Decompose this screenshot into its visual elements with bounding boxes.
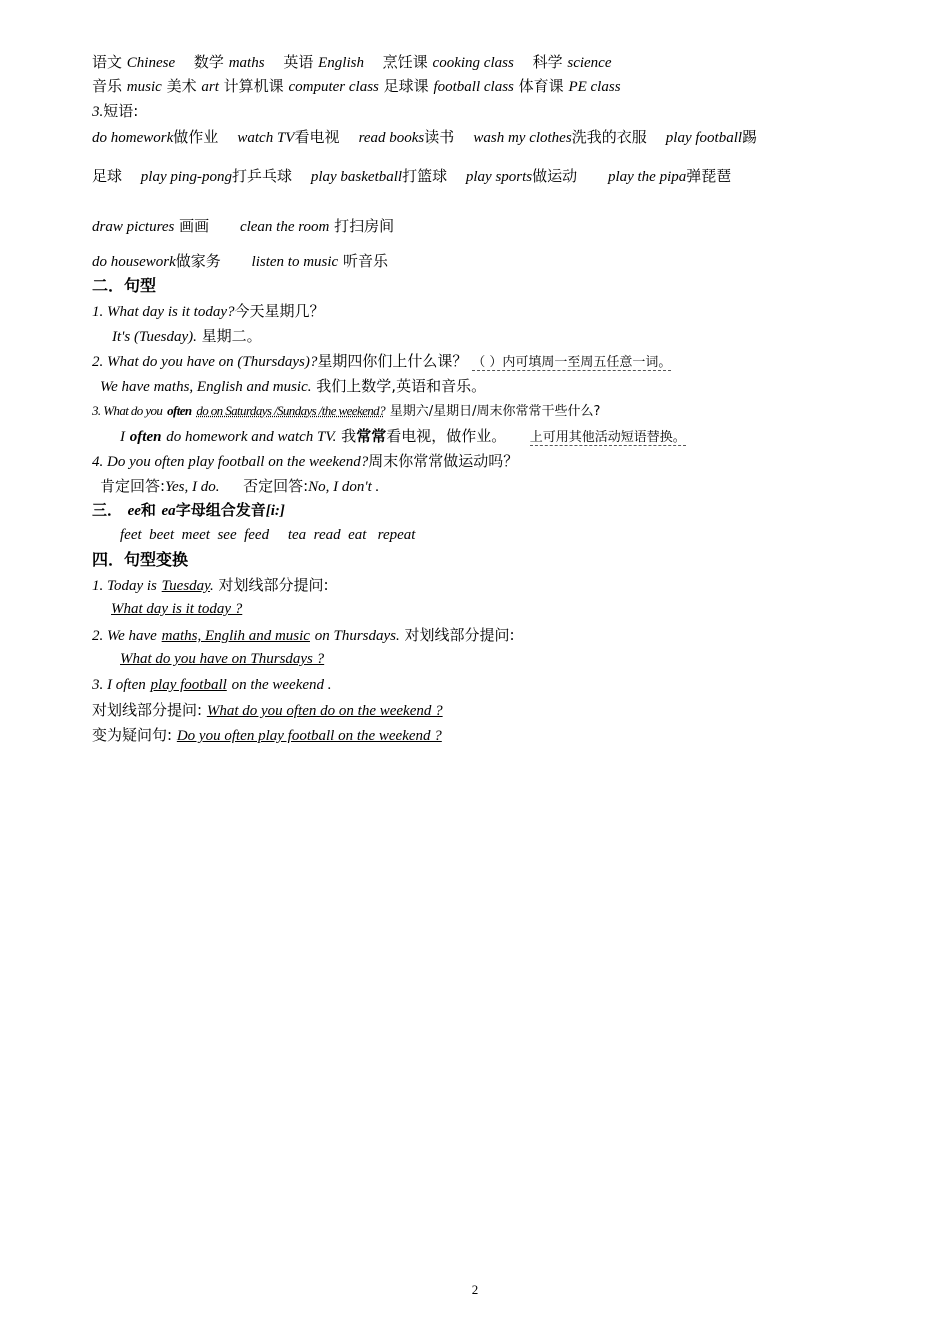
sentence-zh: 我们上数学,英语和音乐。 (316, 377, 487, 395)
positive-label: 肯定回答: (100, 477, 166, 495)
sentence-en: 1. What day is it today? (92, 304, 235, 320)
subject-en: PE class (568, 79, 621, 95)
often-word-zh: 常常 (356, 427, 387, 445)
often-word: often (129, 429, 162, 445)
section-number: 三． (92, 501, 123, 519)
subject-en: Chinese (126, 55, 176, 71)
sentence-en: 2. What do you have on (Thursdays)? (92, 354, 318, 370)
sentence-en: 4. Do you often play football on the weekend? (92, 454, 369, 470)
subjects-line-2 (92, 76, 621, 97)
sentence-3-question (92, 400, 600, 422)
sentence-4-answers (100, 476, 379, 497)
subject-en: cooking class (432, 55, 514, 71)
phrase-en: play ping-pong (140, 169, 233, 185)
sentence-1-answer (112, 326, 262, 347)
phrase-zh: 听音乐 (343, 252, 389, 270)
phrases-title: 短语: (103, 102, 139, 120)
phrases-heading (92, 101, 138, 122)
phrase-en: read books (358, 130, 425, 146)
sentence-en: do on Saturdays /Sundays /the weekend? (196, 403, 385, 418)
phrase-zh: 做作业 (173, 128, 219, 146)
subjects-line-1 (92, 52, 612, 73)
phrase-en: listen to music (251, 254, 339, 270)
instruction-zh: 变为疑问句: (92, 726, 173, 744)
sentence-en: 2. We have (92, 628, 157, 644)
sentence-en: We have maths, English and music. (100, 379, 312, 395)
sentence-zh: 我 (341, 427, 357, 445)
phrase-zh: 打篮球 (402, 167, 448, 185)
phrase-en: draw pictures (92, 219, 175, 235)
letters-ee: ee (127, 503, 141, 519)
subject-en: football class (433, 79, 514, 95)
transform-3-question-2 (92, 725, 442, 746)
sentence-en: It's (Tuesday). (112, 329, 197, 345)
phrase-en: clean the room (239, 219, 330, 235)
subject-zh: 计算机课 (223, 77, 284, 95)
transform-1 (92, 575, 329, 596)
phrases-row-3 (92, 216, 394, 237)
sentence-en: 1. Today is (92, 578, 157, 594)
note-text: （ ）内可填周一至周五任意一词。 (472, 355, 672, 370)
phrase-zh: 打乒乓球 (232, 167, 293, 185)
section-4-title: 四．句型变换 (92, 550, 189, 569)
sentence-en: on the weekend . (231, 677, 332, 693)
sentence-en: . (210, 578, 214, 594)
sentence-zh: 星期二。 (201, 327, 262, 345)
subject-zh: 体育课 (518, 77, 564, 95)
sentence-en: 3. I often (92, 677, 146, 693)
subject-zh: 音乐 (92, 77, 123, 95)
subject-en: science (567, 55, 612, 71)
subject-zh: 数学 (193, 53, 224, 71)
note-text: 上可用其他活动短语替换。 (529, 430, 686, 445)
subject-zh: 英语 (283, 53, 314, 71)
phrase-en: wash my clothes (473, 130, 572, 146)
letters-ea: ea (161, 503, 176, 519)
subject-zh: 科学 (532, 53, 563, 71)
positive-answer: Yes, I do. (165, 479, 220, 495)
phrase-zh: 做家务 (175, 252, 221, 270)
sentence-zh: 看电视，做作业。 (386, 427, 507, 445)
subject-zh: 语文 (92, 53, 123, 71)
sentence-2-answer (100, 376, 486, 397)
sentence-3-answer (120, 426, 686, 448)
sentence-zh: 今天星期几？ (234, 302, 325, 320)
subject-en: music (126, 79, 162, 95)
phrase-en: do housework (92, 254, 176, 270)
sentence-1-question (92, 301, 325, 322)
transform-3-question-1 (92, 700, 443, 721)
underlined-part: Tuesday (161, 578, 211, 594)
sentence-zh: 星期四你们上什么课？ (317, 352, 468, 370)
subject-zh: 足球课 (383, 77, 429, 95)
instruction-zh: 对划线部分提问: (404, 626, 515, 644)
subject-en: maths (228, 55, 265, 71)
phrase-en: play football (665, 130, 743, 146)
phrase-en: play basketball (310, 169, 403, 185)
subject-en: English (318, 55, 364, 71)
transform-3 (92, 674, 332, 695)
transform-2-answer: What do you have on Thursdays ? (120, 651, 325, 667)
subject-zh: 烹饪课 (382, 53, 428, 71)
sentence-zh: 周末你常常做运动吗？ (368, 452, 519, 470)
transform-2 (92, 625, 515, 646)
subject-zh: 美术 (166, 77, 197, 95)
phrases-row-2 (92, 166, 731, 187)
phrase-zh: 弹琵琶 (686, 167, 732, 185)
transform-1-answer: What day is it today ? (111, 601, 243, 617)
phrase-en: watch TV (237, 130, 295, 146)
phrases-row-4 (92, 251, 388, 272)
subject-en: art (201, 79, 219, 95)
section-2-title: 二．句型 (92, 276, 157, 295)
sentence-4-question (92, 451, 518, 472)
answer-en: Do you often play football on the weekend ? (176, 728, 442, 744)
phrase-zh: 做运动 (532, 167, 578, 185)
phrase-zh: 看电视 (294, 128, 340, 146)
phrase-en: play sports (465, 169, 533, 185)
instruction-zh: 对划线部分提问: (92, 701, 203, 719)
ee-ea-word-list: feet beet meet see feed tea read eat repeat (120, 527, 416, 543)
phrase-zh: 踢 (742, 128, 758, 146)
sentence-en: do homework and watch TV. (166, 429, 337, 445)
phrase-zh: 打扫房间 (334, 217, 395, 235)
sentence-zh: 星期六/星期日/周末你常常干些什么? (389, 404, 601, 419)
section-3-title (92, 500, 285, 521)
sentence-en: I (120, 429, 125, 445)
answer-en: What do you often do on the weekend ? (206, 703, 443, 719)
and-text: 和 (140, 501, 156, 519)
phrase-en: do homework (92, 130, 174, 146)
sentence-en: on Thursdays. (314, 628, 400, 644)
page-number: 2 (471, 1282, 479, 1297)
phrase-zh: 足球 (92, 167, 123, 185)
sentence-2-question (92, 351, 671, 373)
phrases-num: 3. (92, 104, 104, 120)
phrase-en: play the pipa (607, 169, 687, 185)
sentence-en: 3. What do you (92, 403, 163, 418)
phrase-zh: 读书 (424, 128, 455, 146)
phrases-row-1 (92, 127, 757, 148)
phrase-zh: 洗我的衣服 (571, 128, 647, 146)
instruction-zh: 对划线部分提问: (218, 576, 329, 594)
underlined-part: play football (150, 677, 227, 693)
underlined-part: maths, Englih and music (161, 628, 310, 644)
negative-label: 否定回答: (243, 477, 309, 495)
often-word: often (167, 403, 192, 418)
title-text: 字母组合发音 (175, 501, 266, 519)
phonetic-symbol: [i:] (265, 503, 285, 519)
phrase-zh: 画画 (179, 217, 210, 235)
subject-en: computer class (288, 79, 379, 95)
negative-answer: No, I don't . (308, 479, 380, 495)
